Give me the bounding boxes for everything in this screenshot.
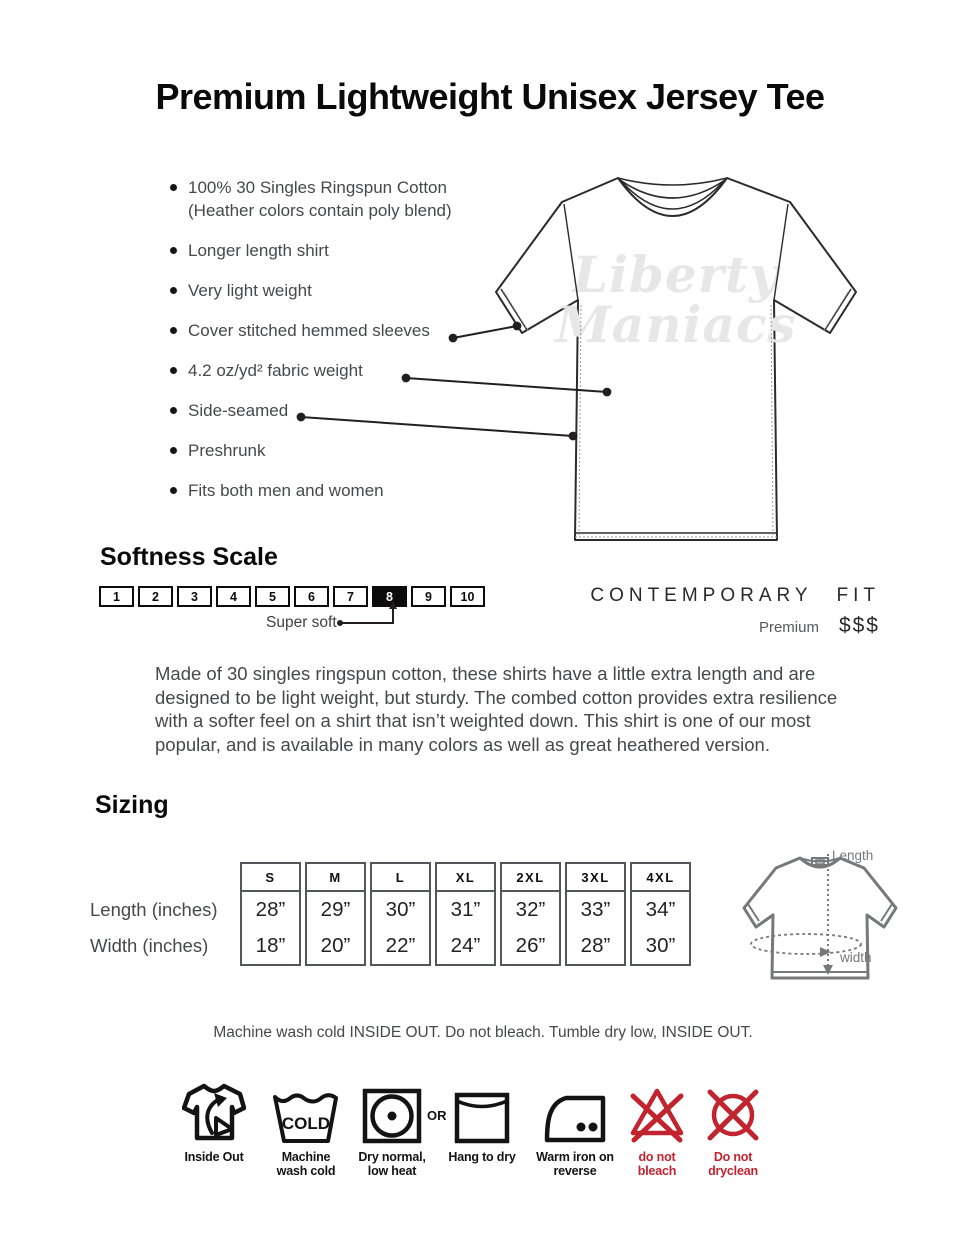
scale-box-8-selected: 8	[372, 586, 407, 607]
inside-out-icon	[182, 1080, 246, 1144]
measurement-diagram	[728, 838, 972, 990]
scale-box-5: 5	[255, 586, 290, 607]
care-item-tumble-dry-low: Dry normal, low heat	[350, 1076, 434, 1178]
scale-box-1: 1	[99, 586, 134, 607]
svg-text:Maniacs: Maniacs	[555, 295, 797, 354]
feature-item: Preshrunk	[170, 439, 488, 462]
size-column-4xl: 4XL 34” 30”	[630, 862, 691, 966]
scale-box-2: 2	[138, 586, 173, 607]
softness-scale	[99, 586, 485, 607]
hang-to-dry-icon	[454, 1092, 510, 1144]
liberty-maniacs-watermark	[553, 245, 796, 354]
care-item-do-not-dryclean: Do not dryclean	[697, 1076, 769, 1178]
tshirt-outline	[496, 178, 856, 540]
feature-list	[170, 176, 488, 519]
size-column-2xl: 2XL 32” 26”	[500, 862, 561, 966]
scale-box-6: 6	[294, 586, 329, 607]
feature-item: Cover stitched hemmed sleeves	[170, 319, 488, 342]
care-item-machine-wash-cold: COLD Machine wash cold	[268, 1076, 344, 1178]
or-label: OR	[427, 1108, 447, 1123]
price-rating: $$$	[838, 614, 880, 637]
scale-box-4: 4	[216, 586, 251, 607]
svg-text:COLD: COLD	[281, 1114, 331, 1133]
tumble-dry-low-icon	[362, 1088, 422, 1144]
feature-item: Side-seamed	[170, 399, 488, 422]
svg-text:Liberty: Liberty	[572, 245, 780, 304]
sizing-heading: Sizing	[95, 791, 169, 819]
fit-block	[590, 585, 880, 638]
feature-item: Very light weight	[170, 279, 488, 302]
machine-wash-cold-icon	[273, 1090, 339, 1144]
care-item-warm-iron: Warm iron on reverse	[533, 1076, 617, 1178]
sizing-table	[240, 862, 691, 966]
care-item-inside-out: Inside Out	[172, 1076, 256, 1165]
size-column-s: S 28” 18”	[240, 862, 301, 966]
do-not-bleach-icon	[628, 1084, 686, 1144]
feature-item: 100% 30 Singles Ringspun Cotton (Heather colors contain poly blend)	[170, 176, 488, 222]
care-instructions-text: Machine wash cold INSIDE OUT. Do not bleach. Tumble dry low, INSIDE OUT.	[213, 1024, 753, 1041]
length-row-label: Length (inches)	[90, 899, 218, 920]
scale-box-9: 9	[411, 586, 446, 607]
scale-box-10: 10	[450, 586, 485, 607]
feature-item: 4.2 oz/yd² fabric weight	[170, 359, 488, 382]
length-label: Length	[832, 848, 874, 863]
super-soft-label: Super soft	[266, 614, 337, 631]
width-row-label: Width (inches)	[90, 935, 209, 956]
scale-box-3: 3	[177, 586, 212, 607]
width-label: width	[840, 950, 872, 965]
size-column-xl: XL 31” 24”	[435, 862, 496, 966]
scale-box-7: 7	[333, 586, 368, 607]
softness-scale-heading: Softness Scale	[100, 543, 278, 571]
warm-iron-reverse-icon	[544, 1094, 606, 1144]
price-tier-label: Premium	[758, 619, 819, 636]
care-item-do-not-bleach: do not bleach	[627, 1076, 687, 1178]
care-item-hang-to-dry: Hang to dry	[444, 1076, 520, 1165]
fit-label: CONTEMPORARY FIT	[590, 585, 880, 606]
size-column-l: L 30” 22”	[370, 862, 431, 966]
product-description: Made of 30 singles ringspun cotton, these shirts have a little extra length and are designed to be light weight, but sturdy. The combed cotton provides extra resilience with a softer feel on a shirt that isn’t weighted down. This shirt is one of our most popular, and is available in many colors as well as great heathered version.	[155, 663, 838, 755]
size-column-3xl: 3XL 33” 28”	[565, 862, 626, 966]
size-column-m: M 29” 20”	[305, 862, 366, 966]
feature-item: Fits both men and women	[170, 479, 488, 502]
feature-item: Longer length shirt	[170, 239, 488, 262]
super-soft-arrow	[334, 598, 404, 628]
page-title: Premium Lightweight Unisex Jersey Tee	[155, 76, 825, 117]
do-not-dryclean-icon	[703, 1088, 763, 1144]
